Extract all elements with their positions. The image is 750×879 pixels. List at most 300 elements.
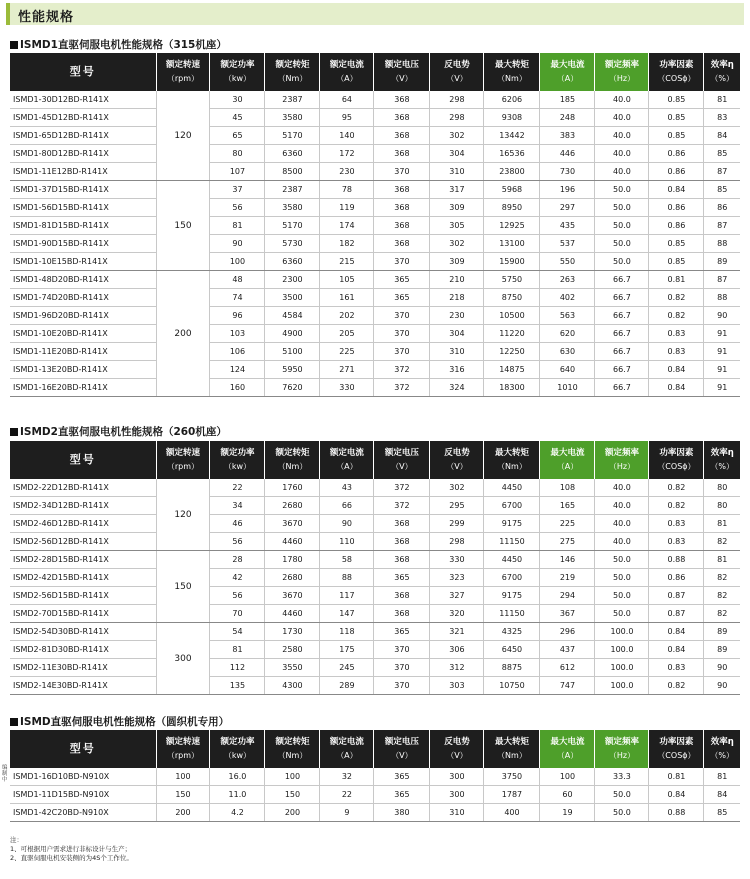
table-row: [10, 145, 740, 163]
cell-model: ISMD2-28D15BD-R141X: [10, 551, 156, 569]
cell-voltage: 368: [374, 91, 430, 109]
table-row: [10, 163, 740, 181]
cell-frequency: 100.0: [595, 641, 649, 659]
cell-frequency: 100.0: [595, 659, 649, 677]
cell-power-factor: 0.83: [649, 325, 704, 343]
cell-back-emf: 210: [430, 271, 484, 289]
header-voltage: 额定电压 （V）: [374, 730, 430, 768]
cell-power: 90: [210, 235, 265, 253]
cell-power: 80: [210, 145, 265, 163]
cell-voltage: 368: [374, 605, 430, 623]
table-row: [10, 768, 740, 786]
header-efficiency: 效率η （%）: [704, 441, 740, 479]
cell-current: 172: [320, 145, 374, 163]
cell-power-factor: 0.82: [649, 479, 704, 497]
cell-max-torque: 11220: [484, 325, 540, 343]
cell-max-torque: 18300: [484, 379, 540, 397]
table-row: [10, 786, 740, 804]
cell-power: 100: [210, 253, 265, 271]
cell-current: 161: [320, 289, 374, 307]
cell-voltage: 368: [374, 587, 430, 605]
cell-power: 124: [210, 361, 265, 379]
bullet-square-icon: [10, 428, 18, 436]
cell-efficiency: 88: [704, 235, 740, 253]
header-current: 额定电流 （A）: [320, 53, 374, 91]
cell-efficiency: 89: [704, 253, 740, 271]
cell-current: 205: [320, 325, 374, 343]
cell-max-torque: 13100: [484, 235, 540, 253]
cell-power: 107: [210, 163, 265, 181]
cell-power: 112: [210, 659, 265, 677]
cell-power: 56: [210, 199, 265, 217]
cell-power-factor: 0.82: [649, 307, 704, 325]
cell-torque: 6360: [265, 145, 320, 163]
cell-power: 42: [210, 569, 265, 587]
cell-back-emf: 305: [430, 217, 484, 235]
cell-power: 56: [210, 587, 265, 605]
table-row: [10, 253, 740, 271]
cell-speed: 150: [156, 551, 210, 623]
cell-power-factor: 0.88: [649, 804, 704, 822]
cell-max-torque: 10500: [484, 307, 540, 325]
cell-model: ISMD2-14E30BD-R141X: [10, 677, 156, 695]
cell-power-factor: 0.87: [649, 605, 704, 623]
cell-power-factor: 0.83: [649, 515, 704, 533]
header-frequency: 额定频率 （Hz）: [595, 441, 649, 479]
cell-speed: 300: [156, 623, 210, 695]
cell-model: ISMD1-11D15BD-N910X: [10, 786, 156, 804]
cell-max-torque: 1787: [484, 786, 540, 804]
cell-max-current: 437: [540, 641, 595, 659]
cell-back-emf: 312: [430, 659, 484, 677]
cell-power: 46: [210, 515, 265, 533]
cell-max-torque: 6700: [484, 497, 540, 515]
cell-frequency: 50.0: [595, 786, 649, 804]
cell-torque: 100: [265, 768, 320, 786]
cell-max-current: 263: [540, 271, 595, 289]
cell-efficiency: 84: [704, 786, 740, 804]
cell-model: ISMD1-45D12BD-R141X: [10, 109, 156, 127]
table-row: [10, 804, 740, 822]
header-model: 型号: [10, 53, 156, 91]
cell-torque: 3670: [265, 515, 320, 533]
cell-torque: 3550: [265, 659, 320, 677]
cell-power: 160: [210, 379, 265, 397]
cell-max-current: 248: [540, 109, 595, 127]
cell-max-torque: 3750: [484, 768, 540, 786]
header-frequency: 额定频率 （Hz）: [595, 53, 649, 91]
cell-model: ISMD2-42D15BD-R141X: [10, 569, 156, 587]
cell-back-emf: 304: [430, 325, 484, 343]
cell-back-emf: 218: [430, 289, 484, 307]
cell-speed: 120: [156, 479, 210, 551]
cell-power-factor: 0.84: [649, 641, 704, 659]
cell-back-emf: 303: [430, 677, 484, 695]
table-row: [10, 235, 740, 253]
cell-torque: 3580: [265, 199, 320, 217]
cell-frequency: 40.0: [595, 479, 649, 497]
cell-voltage: 368: [374, 181, 430, 199]
header-model: 型号: [10, 730, 156, 768]
cell-max-current: 640: [540, 361, 595, 379]
table-row: [10, 307, 740, 325]
cell-efficiency: 87: [704, 271, 740, 289]
page-header: [6, 3, 744, 25]
side-note: 编制中: [2, 765, 8, 783]
cell-max-current: 367: [540, 605, 595, 623]
table-row: [10, 515, 740, 533]
cell-frequency: 50.0: [595, 551, 649, 569]
cell-power-factor: 0.84: [649, 379, 704, 397]
cell-current: 9: [320, 804, 374, 822]
cell-back-emf: 310: [430, 343, 484, 361]
header-power-factor: 功率因素 （COSɸ）: [649, 730, 704, 768]
cell-back-emf: 304: [430, 145, 484, 163]
cell-max-current: 219: [540, 569, 595, 587]
cell-power-factor: 0.81: [649, 271, 704, 289]
cell-frequency: 50.0: [595, 199, 649, 217]
header-row: [10, 441, 740, 479]
cell-max-torque: 5968: [484, 181, 540, 199]
page-title: 性能规格: [18, 10, 75, 25]
cell-efficiency: 86: [704, 199, 740, 217]
cell-model: ISMD1-80D12BD-R141X: [10, 145, 156, 163]
cell-model: ISMD1-90D15BD-R141X: [10, 235, 156, 253]
spec-table-ismd1: [10, 53, 740, 397]
cell-power: 30: [210, 91, 265, 109]
cell-power-factor: 0.85: [649, 109, 704, 127]
cell-max-torque: 4450: [484, 479, 540, 497]
cell-model: ISMD2-56D15BD-R141X: [10, 587, 156, 605]
cell-current: 147: [320, 605, 374, 623]
cell-voltage: 365: [374, 768, 430, 786]
table-row: [10, 91, 740, 109]
cell-torque: 6360: [265, 253, 320, 271]
cell-torque: 2387: [265, 181, 320, 199]
cell-back-emf: 300: [430, 768, 484, 786]
cell-max-torque: 4325: [484, 623, 540, 641]
cell-back-emf: 321: [430, 623, 484, 641]
cell-voltage: 372: [374, 361, 430, 379]
cell-frequency: 66.7: [595, 289, 649, 307]
header-max-torque: 最大转矩 （Nm）: [484, 441, 540, 479]
cell-power-factor: 0.85: [649, 235, 704, 253]
cell-torque: 4300: [265, 677, 320, 695]
cell-max-current: 563: [540, 307, 595, 325]
cell-max-current: 383: [540, 127, 595, 145]
cell-speed: 100: [156, 768, 210, 786]
cell-voltage: 365: [374, 569, 430, 587]
cell-efficiency: 87: [704, 217, 740, 235]
cell-max-current: 446: [540, 145, 595, 163]
header-back-emf: 反电势 （V）: [430, 441, 484, 479]
table-row: [10, 479, 740, 497]
cell-back-emf: 230: [430, 307, 484, 325]
cell-voltage: 372: [374, 479, 430, 497]
cell-model: ISMD2-81D30BD-R141X: [10, 641, 156, 659]
header-power-factor: 功率因素 （COSɸ）: [649, 441, 704, 479]
cell-max-torque: 12250: [484, 343, 540, 361]
cell-efficiency: 91: [704, 361, 740, 379]
cell-max-current: 297: [540, 199, 595, 217]
cell-max-current: 537: [540, 235, 595, 253]
cell-current: 225: [320, 343, 374, 361]
cell-voltage: 365: [374, 623, 430, 641]
cell-back-emf: 302: [430, 235, 484, 253]
cell-voltage: 370: [374, 253, 430, 271]
header-speed: 额定转速 （rpm）: [156, 441, 210, 479]
cell-torque: 2680: [265, 497, 320, 515]
table-row: [10, 533, 740, 551]
cell-max-torque: 15900: [484, 253, 540, 271]
cell-model: ISMD1-42C20BD-N910X: [10, 804, 156, 822]
cell-max-current: 275: [540, 533, 595, 551]
cell-model: ISMD2-56D12BD-R141X: [10, 533, 156, 551]
table-row: [10, 551, 740, 569]
cell-max-torque: 23800: [484, 163, 540, 181]
cell-max-torque: 8875: [484, 659, 540, 677]
cell-max-current: 196: [540, 181, 595, 199]
cell-power: 45: [210, 109, 265, 127]
cell-efficiency: 82: [704, 587, 740, 605]
cell-frequency: 50.0: [595, 605, 649, 623]
cell-voltage: 372: [374, 379, 430, 397]
cell-torque: 5950: [265, 361, 320, 379]
cell-max-torque: 4450: [484, 551, 540, 569]
cell-frequency: 50.0: [595, 804, 649, 822]
cell-current: 119: [320, 199, 374, 217]
cell-frequency: 40.0: [595, 533, 649, 551]
cell-frequency: 33.3: [595, 768, 649, 786]
cell-model: ISMD1-11E20BD-R141X: [10, 343, 156, 361]
header-voltage: 额定电压 （V）: [374, 441, 430, 479]
cell-model: ISMD1-65D12BD-R141X: [10, 127, 156, 145]
cell-max-torque: 6206: [484, 91, 540, 109]
cell-back-emf: 320: [430, 605, 484, 623]
cell-efficiency: 91: [704, 343, 740, 361]
header-speed: 额定转速 （rpm）: [156, 53, 210, 91]
cell-power-factor: 0.81: [649, 768, 704, 786]
spec-table-circular-loom: [10, 730, 740, 822]
cell-current: 202: [320, 307, 374, 325]
cell-back-emf: 317: [430, 181, 484, 199]
cell-max-torque: 9308: [484, 109, 540, 127]
cell-frequency: 40.0: [595, 515, 649, 533]
cell-back-emf: 306: [430, 641, 484, 659]
header-power: 额定功率 （kw）: [210, 53, 265, 91]
cell-model: ISMD1-10E15BD-R141X: [10, 253, 156, 271]
cell-torque: 3580: [265, 109, 320, 127]
cell-power: 135: [210, 677, 265, 695]
table-row: [10, 677, 740, 695]
bullet-square-icon: [10, 41, 18, 49]
header-model: 型号: [10, 441, 156, 479]
table-row: [10, 641, 740, 659]
cell-efficiency: 82: [704, 605, 740, 623]
cell-max-torque: 9175: [484, 587, 540, 605]
cell-model: ISMD1-74D20BD-R141X: [10, 289, 156, 307]
cell-current: 95: [320, 109, 374, 127]
table-row: [10, 343, 740, 361]
cell-max-torque: 11150: [484, 605, 540, 623]
cell-max-torque: 6450: [484, 641, 540, 659]
cell-voltage: 365: [374, 786, 430, 804]
cell-current: 66: [320, 497, 374, 515]
cell-max-current: 630: [540, 343, 595, 361]
table-row: [10, 587, 740, 605]
table-row: [10, 623, 740, 641]
cell-max-current: 1010: [540, 379, 595, 397]
cell-torque: 3500: [265, 289, 320, 307]
cell-torque: 3670: [265, 587, 320, 605]
footnote-1: 1、可根据用户需求进行非标设计与生产；: [10, 845, 132, 853]
cell-model: ISMD1-48D20BD-R141X: [10, 271, 156, 289]
cell-power-factor: 0.84: [649, 786, 704, 804]
cell-efficiency: 85: [704, 804, 740, 822]
cell-back-emf: 302: [430, 127, 484, 145]
cell-model: ISMD1-30D12BD-R141X: [10, 91, 156, 109]
cell-voltage: 370: [374, 307, 430, 325]
table-row: [10, 181, 740, 199]
cell-power-factor: 0.84: [649, 623, 704, 641]
cell-model: ISMD1-96D20BD-R141X: [10, 307, 156, 325]
cell-max-current: 225: [540, 515, 595, 533]
cell-current: 105: [320, 271, 374, 289]
cell-frequency: 50.0: [595, 569, 649, 587]
cell-max-torque: 11150: [484, 533, 540, 551]
cell-power: 34: [210, 497, 265, 515]
cell-efficiency: 89: [704, 641, 740, 659]
cell-frequency: 50.0: [595, 235, 649, 253]
cell-power-factor: 0.83: [649, 343, 704, 361]
cell-power: 81: [210, 217, 265, 235]
cell-back-emf: 302: [430, 479, 484, 497]
cell-efficiency: 83: [704, 109, 740, 127]
cell-efficiency: 81: [704, 91, 740, 109]
cell-current: 271: [320, 361, 374, 379]
cell-back-emf: 298: [430, 91, 484, 109]
footnotes-head: 注：: [10, 836, 23, 844]
cell-efficiency: 90: [704, 659, 740, 677]
table-row: [10, 217, 740, 235]
cell-voltage: 365: [374, 271, 430, 289]
cell-back-emf: 298: [430, 533, 484, 551]
cell-torque: 1760: [265, 479, 320, 497]
cell-model: ISMD2-46D12BD-R141X: [10, 515, 156, 533]
cell-frequency: 40.0: [595, 109, 649, 127]
table-row: [10, 361, 740, 379]
header-frequency: 额定频率 （Hz）: [595, 730, 649, 768]
cell-voltage: 370: [374, 163, 430, 181]
cell-back-emf: 310: [430, 163, 484, 181]
cell-current: 118: [320, 623, 374, 641]
cell-frequency: 66.7: [595, 379, 649, 397]
cell-max-torque: 10750: [484, 677, 540, 695]
cell-max-current: 730: [540, 163, 595, 181]
cell-speed: 200: [156, 271, 210, 397]
cell-efficiency: 89: [704, 623, 740, 641]
cell-back-emf: 309: [430, 199, 484, 217]
cell-voltage: 368: [374, 551, 430, 569]
cell-efficiency: 87: [704, 163, 740, 181]
cell-current: 32: [320, 768, 374, 786]
cell-back-emf: 327: [430, 587, 484, 605]
table-row: [10, 659, 740, 677]
cell-power: 37: [210, 181, 265, 199]
table-row: [10, 289, 740, 307]
cell-current: 90: [320, 515, 374, 533]
cell-torque: 7620: [265, 379, 320, 397]
table-row: [10, 127, 740, 145]
cell-current: 175: [320, 641, 374, 659]
table-row: [10, 325, 740, 343]
cell-model: ISMD1-56D15BD-R141X: [10, 199, 156, 217]
cell-frequency: 40.0: [595, 127, 649, 145]
cell-torque: 4584: [265, 307, 320, 325]
cell-power: 22: [210, 479, 265, 497]
table-row: [10, 109, 740, 127]
header-power: 额定功率 （kw）: [210, 441, 265, 479]
cell-back-emf: 309: [430, 253, 484, 271]
cell-power-factor: 0.85: [649, 253, 704, 271]
header-current: 额定电流 （A）: [320, 730, 374, 768]
cell-current: 289: [320, 677, 374, 695]
cell-current: 43: [320, 479, 374, 497]
cell-current: 88: [320, 569, 374, 587]
cell-voltage: 380: [374, 804, 430, 822]
cell-power-factor: 0.88: [649, 551, 704, 569]
cell-model: ISMD1-81D15BD-R141X: [10, 217, 156, 235]
cell-speed: 200: [156, 804, 210, 822]
cell-back-emf: 323: [430, 569, 484, 587]
cell-power: 4.2: [210, 804, 265, 822]
cell-speed: 120: [156, 91, 210, 181]
header-efficiency: 效率η （%）: [704, 730, 740, 768]
cell-model: ISMD1-37D15BD-R141X: [10, 181, 156, 199]
header-back-emf: 反电势 （V）: [430, 53, 484, 91]
cell-power: 56: [210, 533, 265, 551]
cell-torque: 4460: [265, 533, 320, 551]
cell-voltage: 368: [374, 199, 430, 217]
cell-current: 245: [320, 659, 374, 677]
cell-torque: 2387: [265, 91, 320, 109]
header-max-current: 最大电流 （A）: [540, 730, 595, 768]
cell-power: 65: [210, 127, 265, 145]
header-power-factor: 功率因素 （COSɸ）: [649, 53, 704, 91]
header-power: 额定功率 （kw）: [210, 730, 265, 768]
table-row: [10, 605, 740, 623]
cell-torque: 1730: [265, 623, 320, 641]
cell-frequency: 40.0: [595, 497, 649, 515]
cell-torque: 2580: [265, 641, 320, 659]
footnote-2: 2、直驱伺服电机安装侧的为4S个工作位。: [10, 854, 133, 862]
cell-power-factor: 0.84: [649, 181, 704, 199]
cell-power-factor: 0.84: [649, 361, 704, 379]
cell-torque: 5100: [265, 343, 320, 361]
cell-power: 48: [210, 271, 265, 289]
cell-power: 96: [210, 307, 265, 325]
cell-max-torque: 8950: [484, 199, 540, 217]
cell-frequency: 100.0: [595, 623, 649, 641]
cell-max-torque: 9175: [484, 515, 540, 533]
cell-back-emf: 330: [430, 551, 484, 569]
cell-efficiency: 81: [704, 768, 740, 786]
header-row: [10, 53, 740, 91]
cell-voltage: 368: [374, 145, 430, 163]
section-title-ismd1: ISMD1直驱伺服电机性能规格（315机座）: [10, 37, 227, 52]
cell-power-factor: 0.86: [649, 199, 704, 217]
cell-current: 215: [320, 253, 374, 271]
